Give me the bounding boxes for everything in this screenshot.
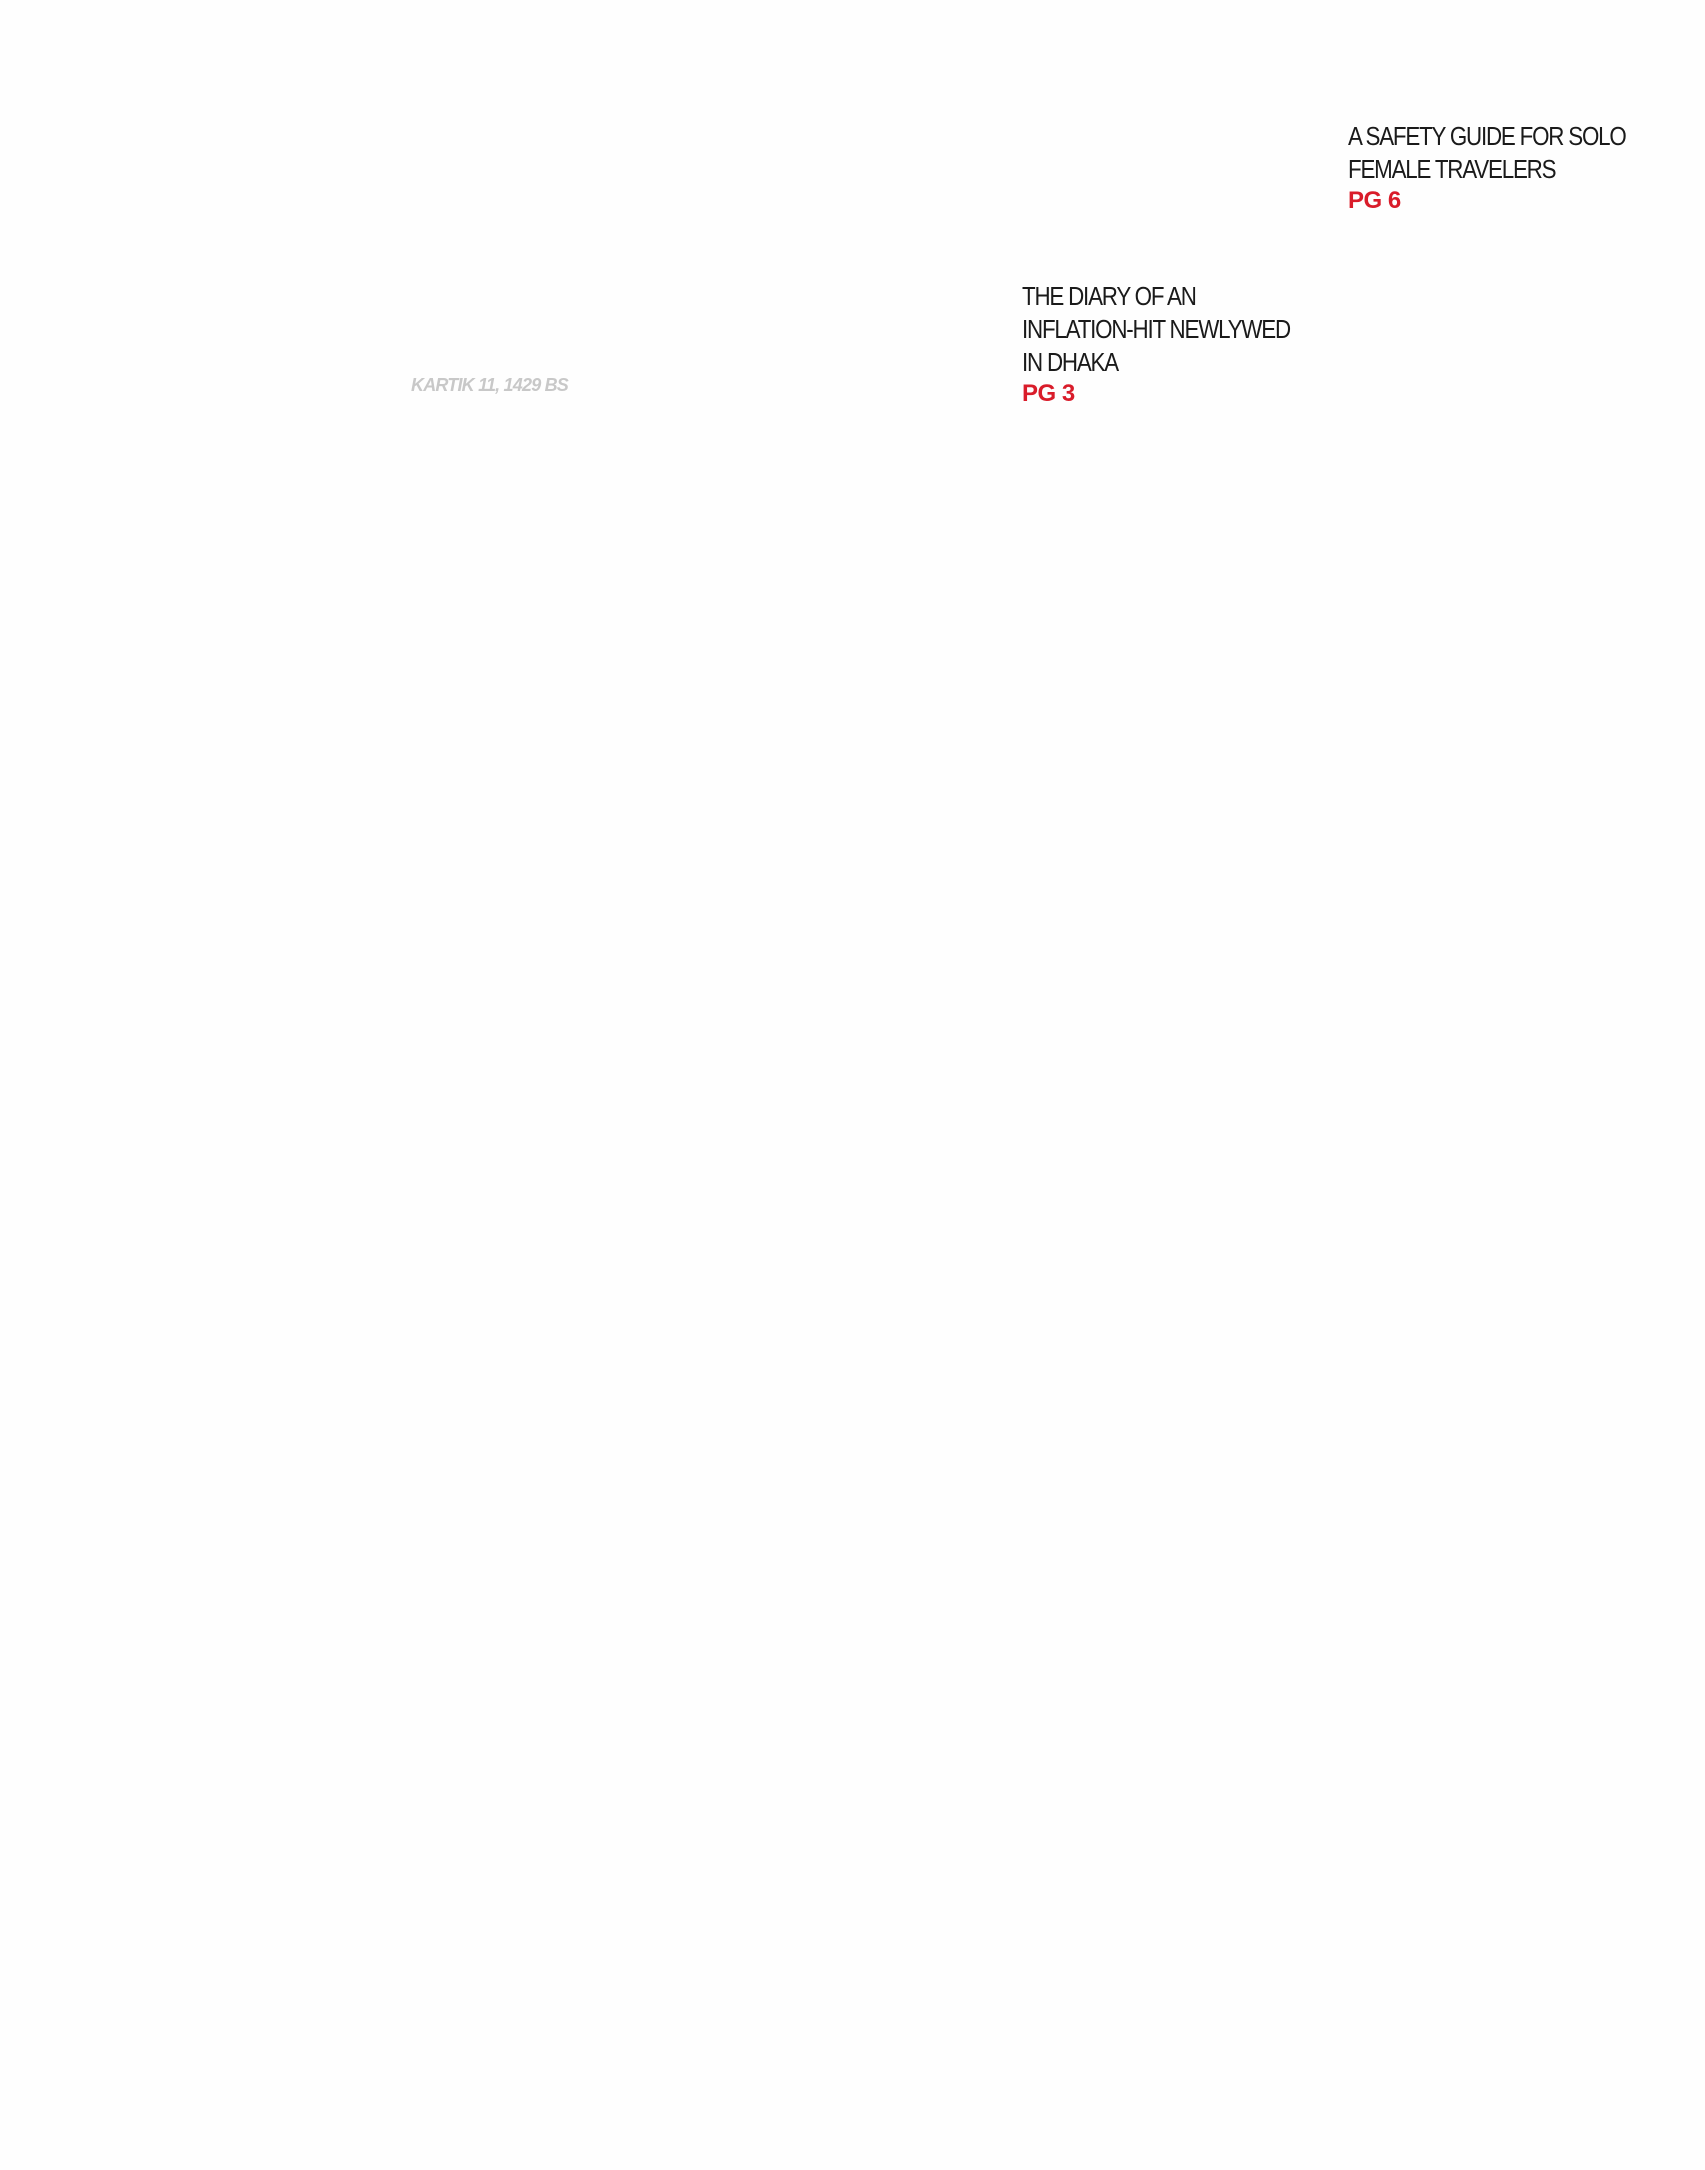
- issue-date: KARTIK 11, 1429 BS: [411, 375, 569, 395]
- teaser-headline-line: A SAFETY GUIDE FOR SOLO: [1348, 121, 1626, 151]
- teaser-headline-line: FEMALE TRAVELERS: [1348, 154, 1556, 184]
- teaser-page-ref[interactable]: PG 3: [1022, 380, 1075, 407]
- teaser-headline: [1348, 120, 1626, 186]
- teaser-headline-line: IN DHAKA: [1022, 347, 1118, 377]
- teaser-headline-line: INFLATION-HIT NEWLYWED: [1022, 314, 1290, 344]
- teaser-newlywed-diary[interactable]: [1022, 280, 1334, 409]
- teaser-safety-guide[interactable]: [1348, 120, 1671, 216]
- teaser-headline: [1022, 280, 1290, 379]
- teaser-headline-line: THE DIARY OF AN: [1022, 281, 1196, 311]
- teaser-page-ref[interactable]: PG 6: [1348, 187, 1401, 214]
